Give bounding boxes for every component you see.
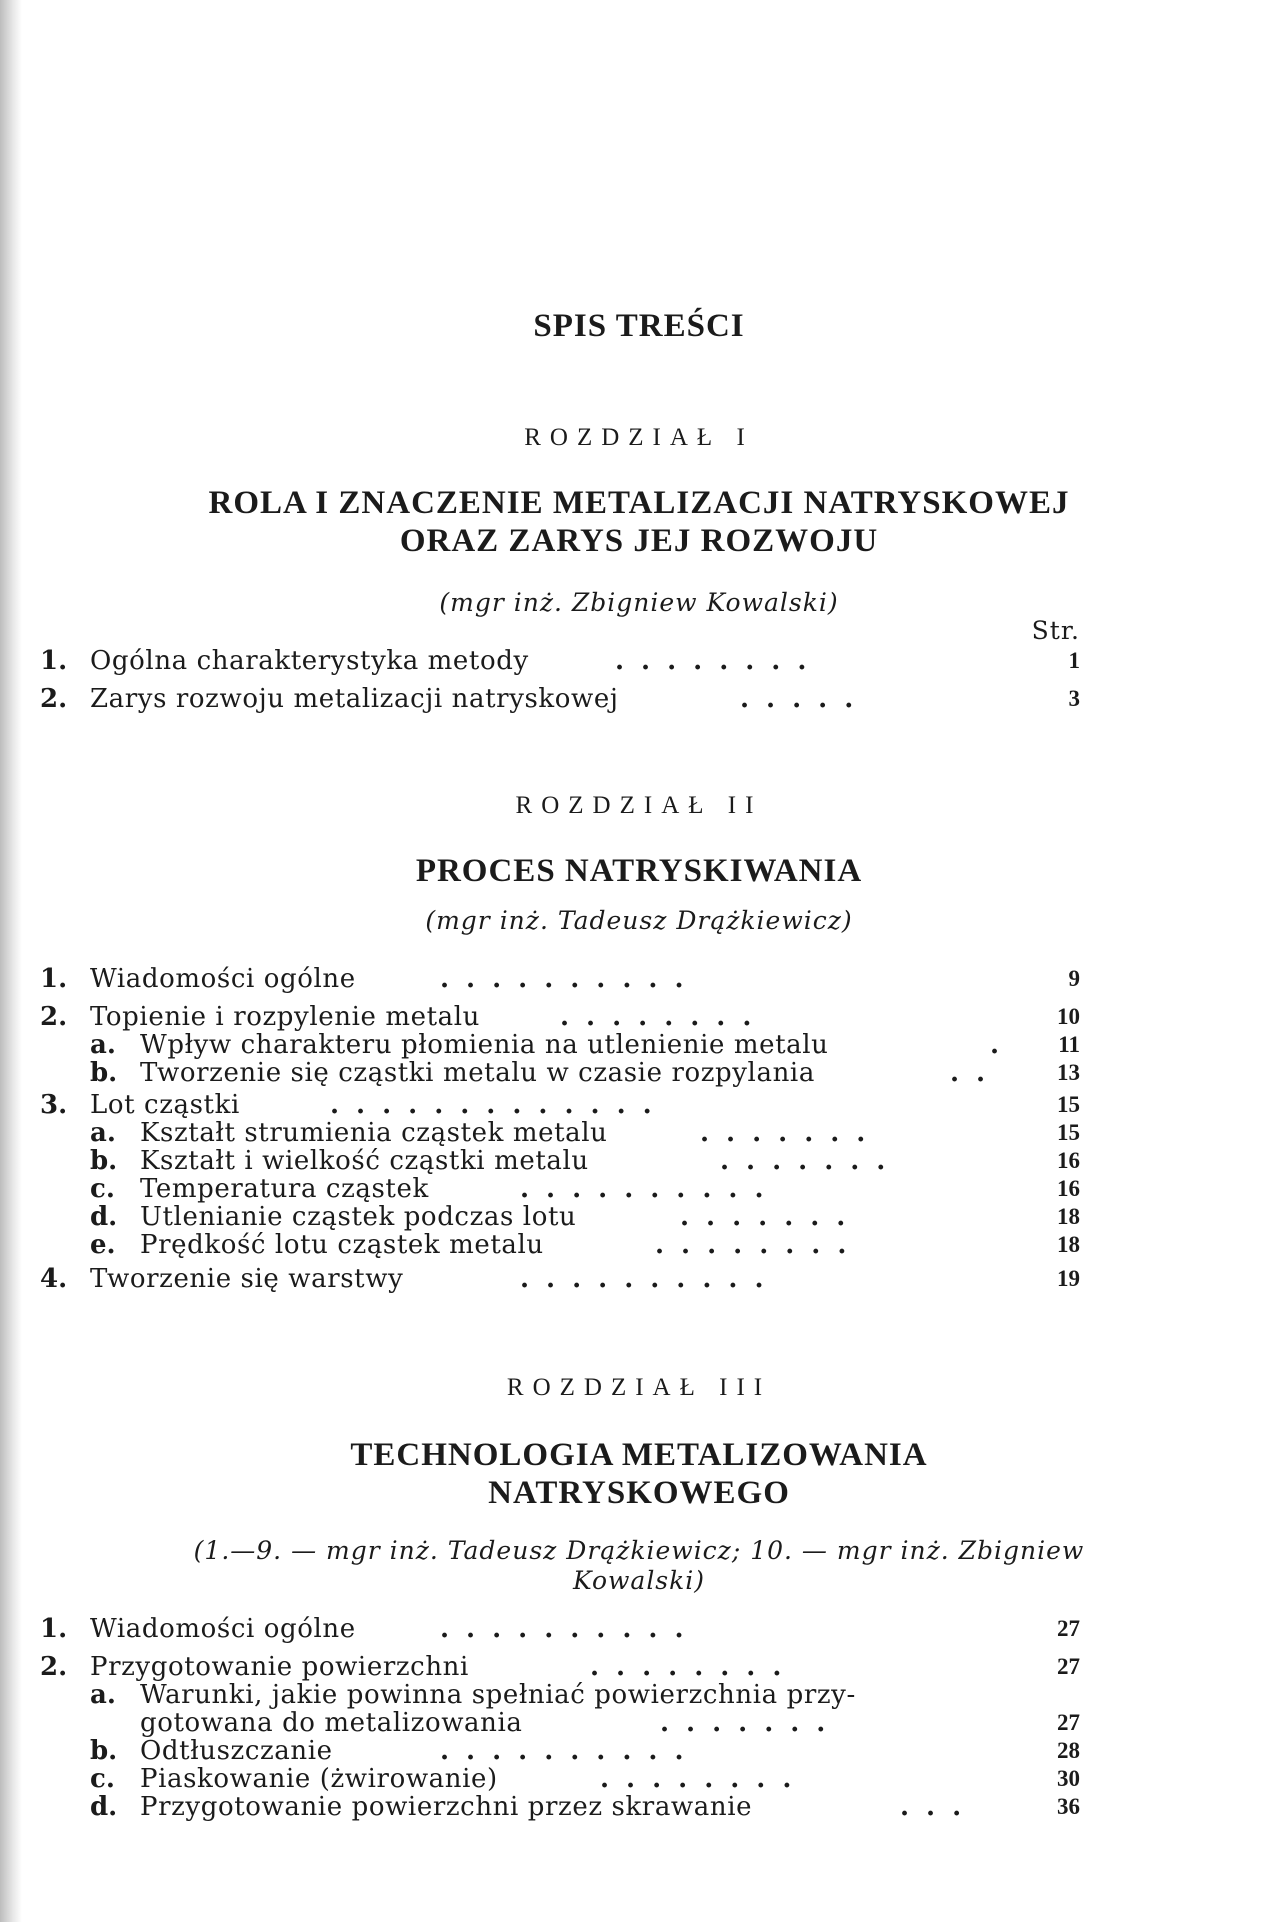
toc-entry bbox=[40, 1736, 1080, 1766]
entry-text: Zarys rozwoju metalizacji natryskowej bbox=[90, 684, 619, 714]
chapter-3-title-line-2: NATRYSKOWEGO bbox=[488, 1475, 790, 1511]
entry-text: Ogólna charakterystyka metody bbox=[90, 646, 529, 676]
entry-page: 30 bbox=[1057, 1766, 1080, 1791]
entry-letter: a. bbox=[90, 1030, 116, 1060]
entry-text: Topienie i rozpylenie metalu bbox=[90, 1002, 480, 1032]
dot-leader: .......... bbox=[440, 1736, 701, 1766]
entry-page: 27 bbox=[1057, 1710, 1080, 1735]
dot-leader: ........ bbox=[560, 1002, 769, 1032]
chapter-3-author-line-2: Kowalski) bbox=[572, 1566, 706, 1595]
toc-entry bbox=[40, 646, 1080, 676]
entry-letter: b. bbox=[90, 1736, 118, 1766]
entry-text: Przygotowanie powierzchni przez skrawanie bbox=[140, 1792, 753, 1822]
dot-leader: ........ bbox=[655, 1230, 864, 1260]
entry-number: 3. bbox=[40, 1090, 68, 1120]
scan-edge-shadow bbox=[0, 0, 22, 1922]
entry-letter: c. bbox=[90, 1174, 115, 1204]
entry-page: 16 bbox=[1057, 1176, 1080, 1201]
entry-letter: a. bbox=[90, 1118, 116, 1148]
toc-entry bbox=[40, 1202, 1080, 1232]
toc-entry bbox=[40, 1146, 1080, 1176]
entry-number: 1. bbox=[40, 964, 68, 994]
entry-text: Kształt i wielkość cząstki metalu bbox=[140, 1146, 589, 1176]
chapter-3-label: ROZDZIAŁ III bbox=[506, 1374, 772, 1401]
entry-number: 2. bbox=[40, 1652, 68, 1682]
entry-page: 18 bbox=[1057, 1232, 1080, 1257]
entry-page: 36 bbox=[1057, 1794, 1080, 1819]
toc-entry bbox=[40, 1614, 1080, 1644]
entry-text: Kształt strumienia cząstek metalu bbox=[140, 1118, 608, 1148]
toc-entry bbox=[40, 1792, 1080, 1822]
dot-leader: ... bbox=[900, 1792, 979, 1822]
dot-leader: ........ bbox=[590, 1652, 799, 1682]
entry-text: Prędkość lotu cząstek metalu bbox=[140, 1230, 544, 1260]
dot-leader: .......... bbox=[440, 1614, 701, 1644]
dot-leader: . bbox=[990, 1030, 1017, 1060]
entry-letter: d. bbox=[90, 1202, 118, 1232]
entry-letter: b. bbox=[90, 1146, 118, 1176]
toc-entry bbox=[40, 1090, 1080, 1120]
entry-page: 27 bbox=[1057, 1654, 1080, 1679]
entry-letter: d. bbox=[90, 1792, 118, 1822]
chapter-2-author: (mgr inż. Tadeusz Drążkiewicz) bbox=[425, 906, 853, 935]
toc-entry bbox=[40, 1230, 1080, 1260]
chapter-1-title-line-1: ROLA I ZNACZENIE METALIZACJI NATRYSKOWEJ bbox=[208, 485, 1070, 521]
chapter-2-title-line-1: PROCES NATRYSKIWANIA bbox=[415, 853, 863, 889]
dot-leader: ....... bbox=[720, 1146, 903, 1176]
entry-text: Tworzenie się warstwy bbox=[90, 1264, 404, 1294]
chapter-3-title-line-1: TECHNOLOGIA METALIZOWANIA bbox=[350, 1437, 928, 1473]
dot-leader: ....... bbox=[700, 1118, 883, 1148]
entry-text: Warunki, jakie powinna spełniać powierzchnia przy- bbox=[140, 1680, 856, 1710]
entry-page: 18 bbox=[1057, 1204, 1080, 1229]
entry-page: 9 bbox=[1068, 966, 1080, 991]
entry-page: 1 bbox=[1068, 648, 1080, 673]
entry-text: Przygotowanie powierzchni bbox=[90, 1652, 469, 1682]
toc-entry bbox=[40, 964, 1080, 994]
toc-entry bbox=[40, 1030, 1080, 1060]
entry-letter: e. bbox=[90, 1230, 116, 1260]
toc-entry bbox=[40, 1764, 1080, 1794]
entry-text: Piaskowanie (żwirowanie) bbox=[140, 1764, 498, 1794]
page-title: SPIS TREŚCI bbox=[533, 308, 745, 344]
entry-text: Temperatura cząstek bbox=[140, 1174, 429, 1204]
entry-text: Odtłuszczanie bbox=[140, 1736, 333, 1766]
entry-page: 19 bbox=[1057, 1266, 1080, 1291]
entry-number: 1. bbox=[40, 1614, 68, 1644]
entry-page: 10 bbox=[1057, 1004, 1080, 1029]
entry-text: Utlenianie cząstek podczas lotu bbox=[140, 1202, 577, 1232]
dot-leader: .......... bbox=[520, 1174, 781, 1204]
entry-page: 28 bbox=[1057, 1738, 1080, 1763]
entry-page: 15 bbox=[1057, 1092, 1080, 1117]
dot-leader: ........ bbox=[600, 1764, 809, 1794]
entry-letter: a. bbox=[90, 1680, 116, 1710]
toc-entry bbox=[40, 684, 1080, 714]
entry-page: 13 bbox=[1057, 1060, 1080, 1085]
entry-letter: c. bbox=[90, 1764, 115, 1794]
page-column-label: Str. bbox=[1031, 616, 1080, 645]
dot-leader: ............. bbox=[330, 1090, 669, 1120]
dot-leader: .. bbox=[950, 1058, 1003, 1088]
chapter-2-label: ROZDZIAŁ II bbox=[515, 792, 763, 819]
entry-letter: b. bbox=[90, 1058, 118, 1088]
dot-leader: ....... bbox=[680, 1202, 863, 1232]
entry-text: Wiadomości ogólne bbox=[90, 964, 356, 994]
toc-entry bbox=[40, 1002, 1080, 1032]
entry-number: 1. bbox=[40, 646, 68, 676]
toc-entry bbox=[40, 1174, 1080, 1204]
entry-page: 16 bbox=[1057, 1148, 1080, 1173]
entry-page: 15 bbox=[1057, 1120, 1080, 1145]
dot-leader: ..... bbox=[740, 684, 871, 714]
entry-number: 2. bbox=[40, 684, 68, 714]
chapter-1-title-line-2: ORAZ ZARYS JEJ ROZWOJU bbox=[399, 523, 879, 559]
toc-entry bbox=[40, 1264, 1080, 1294]
toc-entry bbox=[40, 1652, 1080, 1682]
dot-leader: .......... bbox=[520, 1264, 781, 1294]
entry-text: Wpływ charakteru płomienia na utlenienie metalu bbox=[140, 1030, 829, 1060]
toc-entry bbox=[40, 1058, 1080, 1088]
toc-entry bbox=[40, 1118, 1080, 1148]
toc-entry bbox=[40, 1680, 1080, 1710]
chapter-3-author-line-1: (1.—9. — mgr inż. Tadeusz Drążkiewicz; 10. — mgr inż. Zbigniew bbox=[193, 1536, 1085, 1565]
entry-page: 27 bbox=[1057, 1616, 1080, 1641]
toc-entry bbox=[40, 1708, 1080, 1738]
chapter-1-author: (mgr inż. Zbigniew Kowalski) bbox=[439, 588, 839, 617]
entry-text: Tworzenie się cząstki metalu w czasie rozpylania bbox=[140, 1058, 815, 1088]
entry-page: 3 bbox=[1068, 686, 1080, 711]
dot-leader: ....... bbox=[660, 1708, 843, 1738]
chapter-1-label: ROZDZIAŁ I bbox=[524, 424, 754, 451]
dot-leader: ........ bbox=[615, 646, 824, 676]
dot-leader: .......... bbox=[440, 964, 701, 994]
entry-number: 4. bbox=[40, 1264, 68, 1294]
entry-text: gotowana do metalizowania bbox=[140, 1708, 523, 1738]
entry-text: Lot cząstki bbox=[90, 1090, 240, 1120]
entry-text: Wiadomości ogólne bbox=[90, 1614, 356, 1644]
entry-number: 2. bbox=[40, 1002, 68, 1032]
entry-page: 11 bbox=[1058, 1032, 1080, 1057]
